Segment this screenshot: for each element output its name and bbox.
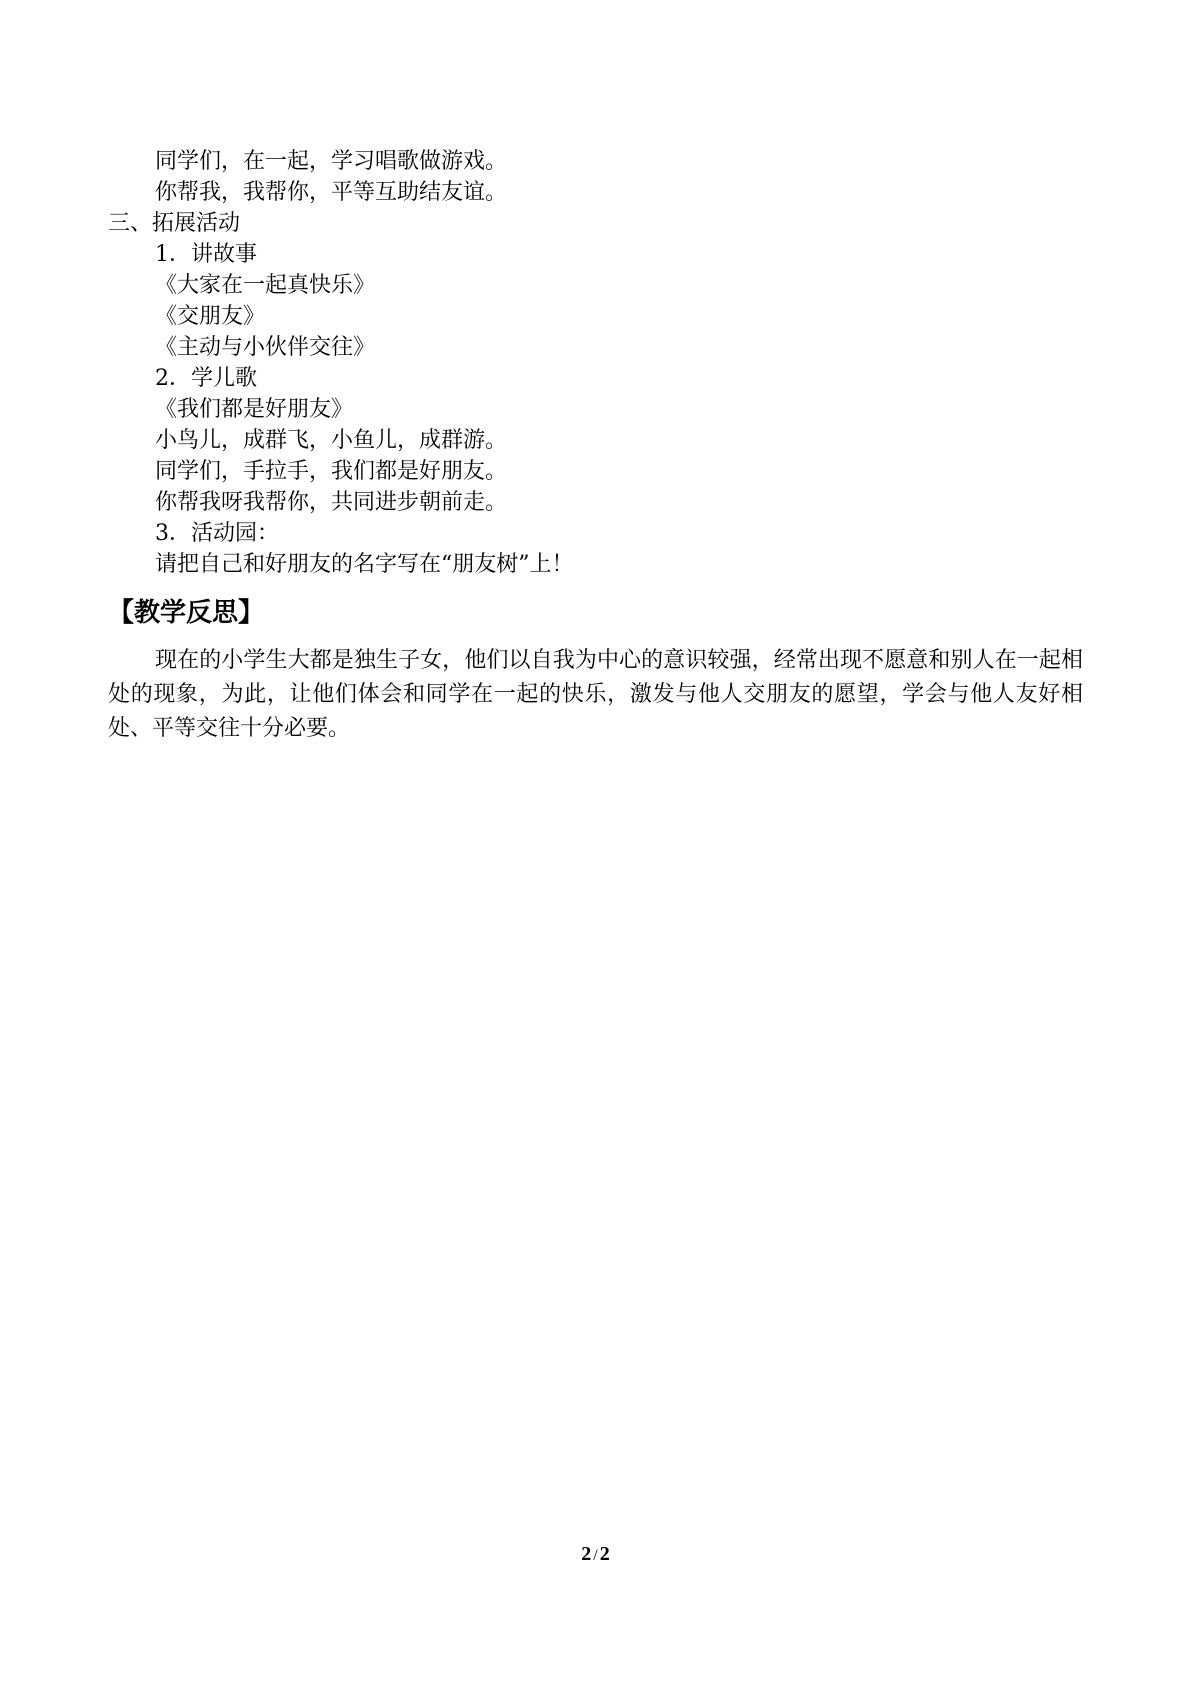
song-line: 同学们，手拉手，我们都是好朋友。 xyxy=(155,459,508,484)
activity-text: 请把自己和好朋友的名字写在“朋友树”上！ xyxy=(155,552,574,577)
reflection-heading: 【教学反思】 xyxy=(108,598,265,628)
page-current: 2 xyxy=(581,1543,592,1565)
song-line: 小鸟儿，成群飞，小鱼儿，成群游。 xyxy=(155,428,508,453)
text-line: 你帮我，我帮你，平等互助结友谊。 xyxy=(155,180,508,205)
story-title: 《大家在一起真快乐》 xyxy=(155,273,376,298)
list-item-heading: 3．活动园： xyxy=(155,521,279,546)
text-line: 同学们，在一起，学习唱歌做游戏。 xyxy=(155,149,508,174)
song-title: 《我们都是好朋友》 xyxy=(155,397,354,422)
story-title: 《交朋友》 xyxy=(155,304,266,329)
page-total: 2 xyxy=(599,1543,610,1565)
list-item-heading: 2．学儿歌 xyxy=(155,366,257,391)
page-separator: / xyxy=(593,1547,598,1564)
reflection-paragraph: 现在的小学生大都是独生子女，他们以自我为中心的意识较强，经常出现不愿意和别人在一起相处的现象，为此，让他们体会和同学在一起的快乐，激发与他人交朋友的愿望，学会与他人友好相处、平等交往十分必要。 xyxy=(108,648,1083,741)
section-heading: 三、拓展活动 xyxy=(108,211,241,236)
story-title: 《主动与小伙伴交往》 xyxy=(155,335,376,360)
list-item-heading: 1．讲故事 xyxy=(155,242,257,267)
page-number xyxy=(0,1540,1191,1570)
song-line: 你帮我呀我帮你，共同进步朝前走。 xyxy=(155,490,508,515)
